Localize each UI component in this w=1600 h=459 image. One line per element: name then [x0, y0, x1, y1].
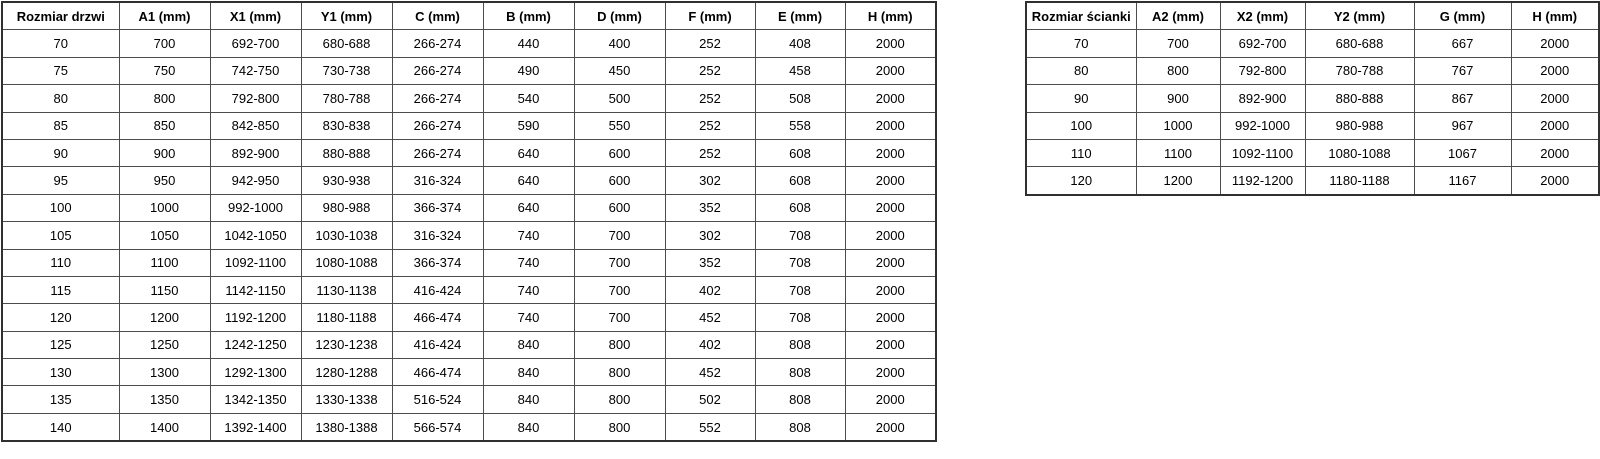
table-cell: 2000	[845, 304, 936, 331]
table-cell: 85	[2, 112, 119, 139]
table-cell: 90	[2, 139, 119, 166]
table-cell: 1192-1200	[210, 304, 301, 331]
table-cell: 1280-1288	[301, 359, 392, 386]
table-cell: 2000	[845, 276, 936, 303]
table-cell: 2000	[845, 386, 936, 413]
table-cell: 2000	[845, 194, 936, 221]
table-cell: 1242-1250	[210, 331, 301, 358]
table-cell: 366-374	[392, 194, 483, 221]
table-cell: 2000	[845, 139, 936, 166]
table-row	[2, 30, 936, 57]
column-header: Rozmiar ścianki	[1026, 2, 1136, 30]
table-cell: 830-838	[301, 112, 392, 139]
table-cell: 692-700	[1220, 30, 1305, 57]
table-cell: 402	[665, 276, 755, 303]
table-cell: 70	[1026, 30, 1136, 57]
table-row	[1026, 112, 1599, 139]
table-cell: 266-274	[392, 85, 483, 112]
table-cell: 440	[483, 30, 574, 57]
header-row	[1026, 2, 1599, 30]
table-cell: 125	[2, 331, 119, 358]
table-cell: 2000	[845, 249, 936, 276]
table-cell: 508	[755, 85, 845, 112]
column-header: G (mm)	[1414, 2, 1511, 30]
table-row	[1026, 30, 1599, 57]
table-cell: 2000	[845, 30, 936, 57]
table-row	[1026, 139, 1599, 166]
table-cell: 1150	[119, 276, 210, 303]
table-cell: 302	[665, 167, 755, 194]
table-cell: 800	[574, 386, 665, 413]
table-cell: 1380-1388	[301, 413, 392, 441]
column-header: E (mm)	[755, 2, 845, 30]
table-cell: 708	[755, 276, 845, 303]
table-cell: 1250	[119, 331, 210, 358]
table-row	[2, 167, 936, 194]
table-cell: 708	[755, 222, 845, 249]
table-cell: 466-474	[392, 359, 483, 386]
table-cell: 1180-1188	[301, 304, 392, 331]
table-cell: 1130-1138	[301, 276, 392, 303]
table-cell: 2000	[1511, 30, 1599, 57]
table-cell: 1092-1100	[1220, 139, 1305, 166]
table-cell: 540	[483, 85, 574, 112]
table-cell: 800	[1136, 57, 1220, 84]
table-cell: 450	[574, 57, 665, 84]
table-cell: 1200	[1136, 167, 1220, 195]
table-cell: 266-274	[392, 57, 483, 84]
table-row	[2, 359, 936, 386]
table-cell: 892-900	[1220, 85, 1305, 112]
table-cell: 130	[2, 359, 119, 386]
table-cell: 808	[755, 331, 845, 358]
table-cell: 1230-1238	[301, 331, 392, 358]
table-cell: 600	[574, 194, 665, 221]
table-cell: 740	[483, 222, 574, 249]
table-cell: 700	[574, 276, 665, 303]
table-cell: 867	[1414, 85, 1511, 112]
table-cell: 900	[119, 139, 210, 166]
table-cell: 110	[2, 249, 119, 276]
table-cell: 1042-1050	[210, 222, 301, 249]
table-cell: 1200	[119, 304, 210, 331]
column-header: C (mm)	[392, 2, 483, 30]
table-cell: 2000	[1511, 139, 1599, 166]
table-cell: 502	[665, 386, 755, 413]
table-row	[2, 413, 936, 441]
table-cell: 400	[574, 30, 665, 57]
table-cell: 1000	[1136, 112, 1220, 139]
table-cell: 558	[755, 112, 845, 139]
table-cell: 516-524	[392, 386, 483, 413]
table-cell: 266-274	[392, 30, 483, 57]
table-cell: 680-688	[1305, 30, 1414, 57]
table-cell: 452	[665, 359, 755, 386]
table-cell: 1330-1338	[301, 386, 392, 413]
table-cell: 105	[2, 222, 119, 249]
table-cell: 1050	[119, 222, 210, 249]
column-header: Y1 (mm)	[301, 2, 392, 30]
table-cell: 566-574	[392, 413, 483, 441]
table-cell: 2000	[1511, 57, 1599, 84]
table-cell: 1342-1350	[210, 386, 301, 413]
table-cell: 1400	[119, 413, 210, 441]
table-cell: 900	[1136, 85, 1220, 112]
table-cell: 708	[755, 249, 845, 276]
table-cell: 1080-1088	[301, 249, 392, 276]
table-cell: 252	[665, 112, 755, 139]
table-cell: 880-888	[1305, 85, 1414, 112]
table-row	[2, 249, 936, 276]
table-cell: 266-274	[392, 139, 483, 166]
header-row	[2, 2, 936, 30]
table-cell: 2000	[845, 331, 936, 358]
table-cell: 640	[483, 194, 574, 221]
table-cell: 100	[1026, 112, 1136, 139]
table-cell: 458	[755, 57, 845, 84]
table-cell: 967	[1414, 112, 1511, 139]
table-row	[1026, 85, 1599, 112]
table-cell: 700	[574, 304, 665, 331]
table-cell: 90	[1026, 85, 1136, 112]
table-cell: 840	[483, 413, 574, 441]
table-cell: 1100	[1136, 139, 1220, 166]
table-cell: 992-1000	[1220, 112, 1305, 139]
table-cell: 608	[755, 139, 845, 166]
table-cell: 767	[1414, 57, 1511, 84]
table-row	[2, 386, 936, 413]
column-header: A1 (mm)	[119, 2, 210, 30]
table-cell: 667	[1414, 30, 1511, 57]
table-cell: 316-324	[392, 222, 483, 249]
table-cell: 416-424	[392, 331, 483, 358]
table-row	[2, 194, 936, 221]
table-cell: 708	[755, 304, 845, 331]
table-cell: 100	[2, 194, 119, 221]
table-cell: 1300	[119, 359, 210, 386]
table-cell: 980-988	[1305, 112, 1414, 139]
table-cell: 840	[483, 386, 574, 413]
column-header: Y2 (mm)	[1305, 2, 1414, 30]
table-cell: 2000	[845, 57, 936, 84]
table-cell: 352	[665, 194, 755, 221]
table-cell: 808	[755, 359, 845, 386]
table-cell: 1030-1038	[301, 222, 392, 249]
table-cell: 600	[574, 139, 665, 166]
column-header: H (mm)	[1511, 2, 1599, 30]
table-cell: 700	[574, 222, 665, 249]
table-cell: 590	[483, 112, 574, 139]
table-row	[2, 112, 936, 139]
table-cell: 2000	[1511, 167, 1599, 195]
table-cell: 740	[483, 249, 574, 276]
table-cell: 316-324	[392, 167, 483, 194]
table-row	[2, 331, 936, 358]
table-cell: 402	[665, 331, 755, 358]
column-header: F (mm)	[665, 2, 755, 30]
table-row	[2, 139, 936, 166]
table-cell: 302	[665, 222, 755, 249]
table-cell: 1092-1100	[210, 249, 301, 276]
table-cell: 115	[2, 276, 119, 303]
table-cell: 780-788	[301, 85, 392, 112]
table-cell: 800	[574, 413, 665, 441]
table-cell: 408	[755, 30, 845, 57]
table-cell: 692-700	[210, 30, 301, 57]
table-row	[1026, 57, 1599, 84]
table-cell: 800	[574, 359, 665, 386]
table-row	[1026, 167, 1599, 195]
table-cell: 452	[665, 304, 755, 331]
table-cell: 80	[2, 85, 119, 112]
table-cell: 2000	[845, 413, 936, 441]
table-cell: 95	[2, 167, 119, 194]
table-cell: 352	[665, 249, 755, 276]
table-cell: 700	[574, 249, 665, 276]
table-cell: 252	[665, 30, 755, 57]
table-cell: 750	[119, 57, 210, 84]
table-cell: 466-474	[392, 304, 483, 331]
table-cell: 800	[574, 331, 665, 358]
table-cell: 110	[1026, 139, 1136, 166]
table-cell: 608	[755, 194, 845, 221]
table-cell: 740	[483, 276, 574, 303]
table-cell: 2000	[1511, 85, 1599, 112]
table-cell: 1167	[1414, 167, 1511, 195]
table-cell: 252	[665, 139, 755, 166]
table-cell: 1350	[119, 386, 210, 413]
table-cell: 2000	[845, 222, 936, 249]
table-cell: 2000	[845, 112, 936, 139]
table-cell: 2000	[845, 85, 936, 112]
table-cell: 552	[665, 413, 755, 441]
table-cell: 780-788	[1305, 57, 1414, 84]
table-cell: 2000	[1511, 112, 1599, 139]
table-cell: 1180-1188	[1305, 167, 1414, 195]
table-cell: 600	[574, 167, 665, 194]
table-cell: 80	[1026, 57, 1136, 84]
table-cell: 416-424	[392, 276, 483, 303]
table-cell: 792-800	[210, 85, 301, 112]
table-cell: 1292-1300	[210, 359, 301, 386]
table-cell: 608	[755, 167, 845, 194]
table-cell: 1080-1088	[1305, 139, 1414, 166]
table-cell: 842-850	[210, 112, 301, 139]
table-cell: 740	[483, 304, 574, 331]
table-cell: 700	[119, 30, 210, 57]
table-cell: 800	[119, 85, 210, 112]
table-cell: 490	[483, 57, 574, 84]
table-cell: 550	[574, 112, 665, 139]
table-cell: 266-274	[392, 112, 483, 139]
table-cell: 252	[665, 57, 755, 84]
table-cell: 880-888	[301, 139, 392, 166]
table-cell: 930-938	[301, 167, 392, 194]
column-header: H (mm)	[845, 2, 936, 30]
table-cell: 792-800	[1220, 57, 1305, 84]
table-cell: 120	[1026, 167, 1136, 195]
table-cell: 1392-1400	[210, 413, 301, 441]
table-cell: 2000	[845, 359, 936, 386]
table-cell: 980-988	[301, 194, 392, 221]
table-cell: 1142-1150	[210, 276, 301, 303]
column-header: Rozmiar drzwi	[2, 2, 119, 30]
table-cell: 120	[2, 304, 119, 331]
table-cell: 680-688	[301, 30, 392, 57]
table-cell: 840	[483, 359, 574, 386]
table-row	[2, 304, 936, 331]
table-row	[2, 222, 936, 249]
wall-dimensions-table	[1025, 1, 1600, 196]
table-cell: 70	[2, 30, 119, 57]
table-cell: 992-1000	[210, 194, 301, 221]
table-cell: 366-374	[392, 249, 483, 276]
table-row	[2, 57, 936, 84]
column-header: X2 (mm)	[1220, 2, 1305, 30]
table-cell: 640	[483, 139, 574, 166]
door-dimensions-table	[1, 1, 937, 442]
table-cell: 252	[665, 85, 755, 112]
table-row	[2, 276, 936, 303]
column-header: X1 (mm)	[210, 2, 301, 30]
table-cell: 640	[483, 167, 574, 194]
table-cell: 850	[119, 112, 210, 139]
table-cell: 808	[755, 386, 845, 413]
table-cell: 808	[755, 413, 845, 441]
column-header: D (mm)	[574, 2, 665, 30]
table-cell: 950	[119, 167, 210, 194]
table-cell: 140	[2, 413, 119, 441]
table-cell: 942-950	[210, 167, 301, 194]
column-header: B (mm)	[483, 2, 574, 30]
table-cell: 1192-1200	[1220, 167, 1305, 195]
table-cell: 135	[2, 386, 119, 413]
table-cell: 500	[574, 85, 665, 112]
table-cell: 742-750	[210, 57, 301, 84]
table-row	[2, 85, 936, 112]
table-cell: 892-900	[210, 139, 301, 166]
table-cell: 700	[1136, 30, 1220, 57]
column-header: A2 (mm)	[1136, 2, 1220, 30]
table-cell: 2000	[845, 167, 936, 194]
table-cell: 1100	[119, 249, 210, 276]
table-cell: 840	[483, 331, 574, 358]
table-cell: 75	[2, 57, 119, 84]
table-cell: 1000	[119, 194, 210, 221]
table-cell: 730-738	[301, 57, 392, 84]
table-cell: 1067	[1414, 139, 1511, 166]
